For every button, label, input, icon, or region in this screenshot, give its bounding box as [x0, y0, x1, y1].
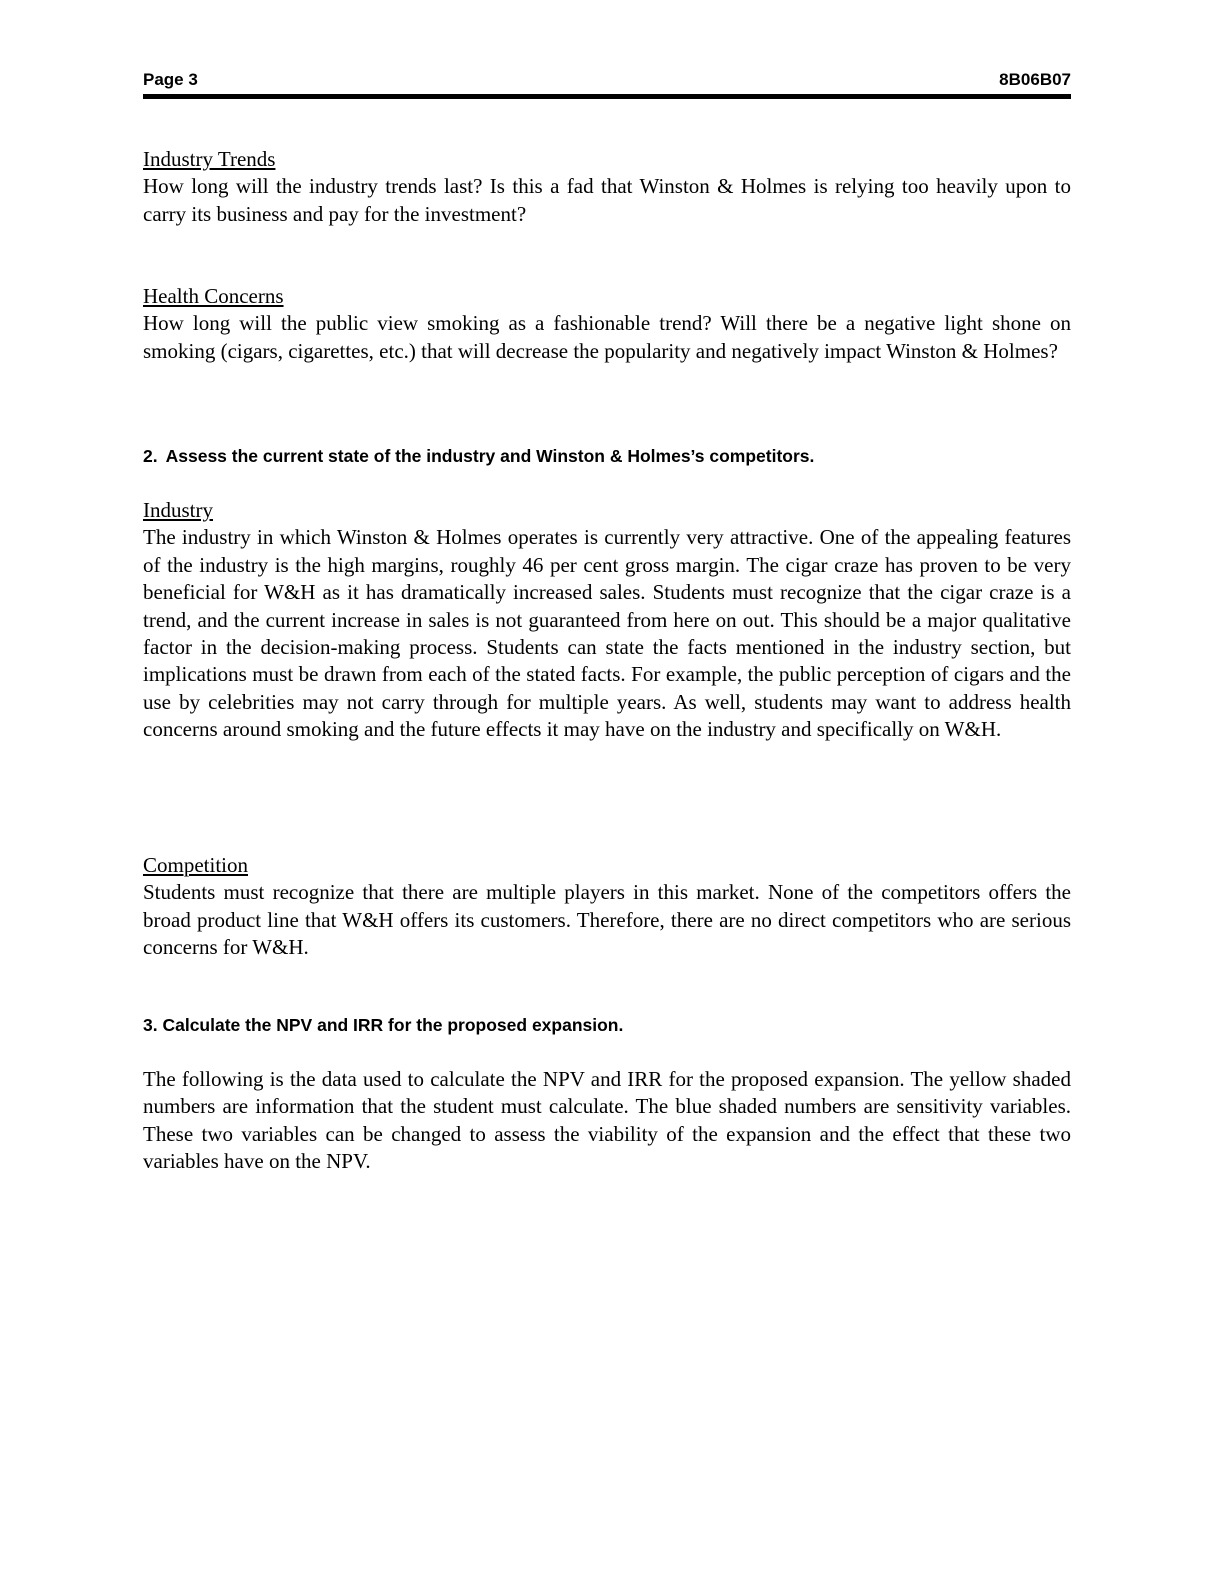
- page-header: [143, 70, 1071, 92]
- industry-trends-section: [143, 146, 1071, 228]
- page-number: Page 3: [143, 70, 198, 89]
- competition-section: [143, 852, 1071, 962]
- industry-trends-text: How long will the industry trends last? Is this a fad that Winston & Holmes is relying too heavily upon to carry its business and pay for the investment?: [143, 174, 1071, 226]
- competition-text: Students must recognize that there are multiple players in this market. None of the competitors offers the broad product line that W&H offers its customers. Therefore, there are no direct competitors who are serious concerns for W&H.: [143, 880, 1071, 960]
- health-concerns-section: [143, 283, 1071, 365]
- npv-intro-text: The following is the data used to calculate the NPV and IRR for the proposed expansion. The yellow shaded numbers are information that the student must calculate. The blue shaded numbers are sensitivity variables. These two variables can be changed to assess the viability of the expansion and the effect that these two variables have on the NPV.: [143, 1067, 1071, 1174]
- question-2-text: Assess the current state of the industry and Winston & Holmes’s competitors.: [165, 446, 815, 466]
- question-3-text: 3. Calculate the NPV and IRR for the proposed expansion.: [143, 1015, 624, 1035]
- health-concerns-text: How long will the public view smoking as a fashionable trend? Will there be a negative light shone on smoking (cigars, cigarettes, etc.) that will decrease the popularity and negatively impact Winston & Holmes?: [143, 311, 1071, 363]
- health-concerns-heading: Health Concerns: [143, 284, 284, 308]
- industry-heading: Industry: [143, 498, 213, 522]
- question-2-number: 2.: [143, 446, 158, 466]
- industry-section: [143, 497, 1071, 744]
- header-rule: [143, 94, 1071, 99]
- document-code: 8B06B07: [999, 70, 1071, 89]
- industry-text: The industry in which Winston & Holmes operates is currently very attractive. One of the appealing features of the industry is the high margins, roughly 46 per cent gross margin. The cigar craze has proven to be very beneficial for W&H as it has dramatically increased sales. Students must recognize that the cigar craze is a trend, and the current increase in sales is not guaranteed from here on out. This should be a major qualitative factor in the decision-making process. Students can state the facts mentioned in the industry section, but implications must be drawn from each of the stated facts. For example, the public perception of cigars and the use by celebrities may not carry through for multiple years. As well, students may want to address health concerns around smoking and the future effects it may have on the industry and specifically on W&H.: [143, 525, 1071, 742]
- competition-heading: Competition: [143, 853, 248, 877]
- question-3: [143, 1015, 1071, 1036]
- document-page: [143, 0, 1071, 1584]
- question-2: [143, 446, 1071, 467]
- industry-trends-heading: Industry Trends: [143, 147, 276, 171]
- npv-intro-section: [143, 1066, 1071, 1176]
